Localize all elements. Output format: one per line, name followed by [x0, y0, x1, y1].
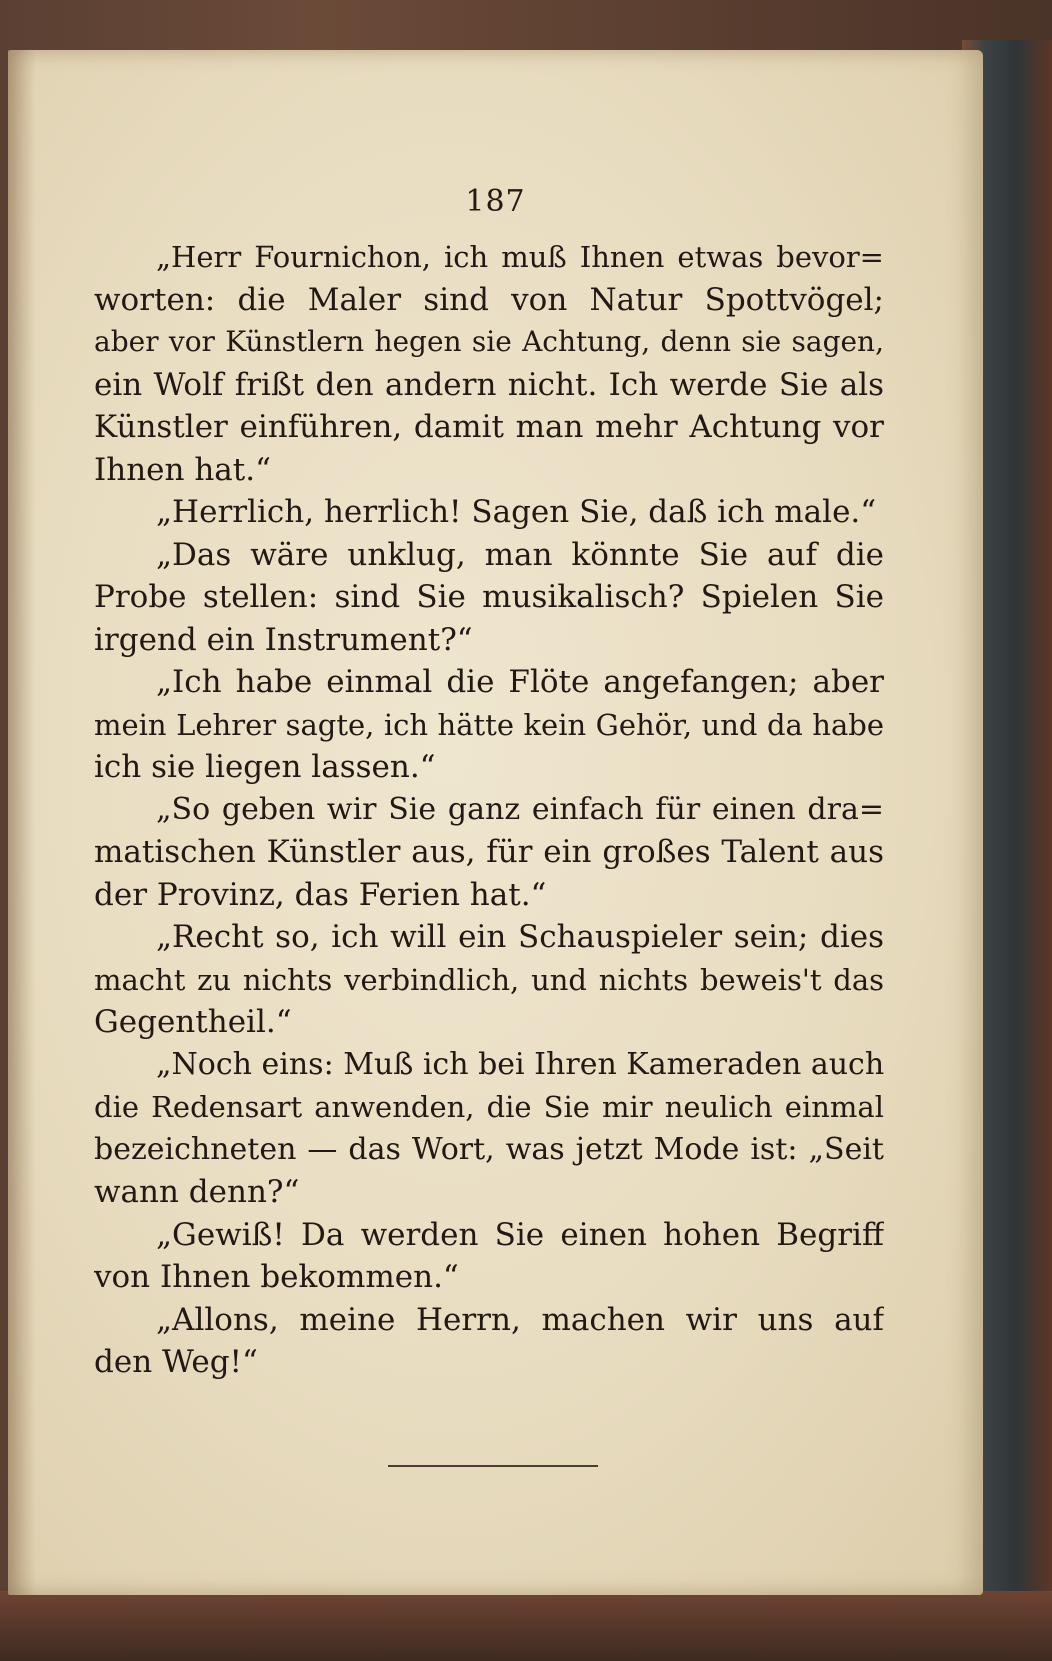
text-line: worten: die Maler sind von Natur Spottvögel;: [94, 281, 884, 318]
text-line: bezeichneten — das Wort, was jetzt Mode ist: „Seit: [94, 1131, 884, 1167]
text-line: „Ich habe einmal die Flöte angefangen; aber: [156, 664, 884, 700]
book-bottom-edge: [0, 1591, 1052, 1661]
book-page: [8, 50, 983, 1595]
text-line: Gegentheil.“: [94, 1004, 292, 1040]
text-line: Künstler einführen, damit man mehr Achtung vor: [94, 409, 884, 445]
text-line: „Das wäre unklug, man könnte Sie auf die: [156, 536, 884, 573]
text-line: „Allons, meine Herrn, machen wir uns auf: [156, 1301, 884, 1338]
text-line: wann denn?“: [94, 1174, 300, 1210]
text-line: „Herrlich, herrlich! Sagen Sie, daß ich male.“: [156, 494, 877, 530]
text-line: „Herr Fournichon, ich muß Ihnen etwas bevor=: [156, 240, 884, 274]
text-line: mein Lehrer sagte, ich hätte kein Gehör, und da habe: [94, 707, 884, 742]
body-text: [94, 236, 884, 1384]
page-number: 187: [465, 184, 526, 219]
end-rule: [388, 1465, 598, 1467]
text-line: „Noch eins: Muß ich bei Ihren Kameraden auch: [156, 1046, 884, 1082]
text-line: den Weg!“: [94, 1344, 258, 1380]
text-line: irgend ein Instrument?“: [94, 621, 473, 658]
text-line: der Provinz, das Ferien hat.“: [94, 876, 547, 913]
text-line: Ihnen hat.“: [94, 451, 271, 488]
text-line: von Ihnen bekommen.“: [94, 1259, 459, 1295]
page-gutter-shadow: [8, 50, 36, 1595]
text-line: ein Wolf frißt den andern nicht. Ich werde Sie als: [94, 366, 884, 403]
text-line: aber vor Künstlern hegen sie Achtung, denn sie sagen,: [94, 325, 884, 358]
text-line: „Gewiß! Da werden Sie einen hohen Begriff: [156, 1216, 884, 1253]
text-line: ich sie liegen lassen.“: [94, 749, 436, 785]
text-line: matischen Künstler aus, für ein großes Talent aus: [94, 834, 884, 870]
text-line: „So geben wir Sie ganz einfach für einen dra=: [156, 791, 884, 827]
text-line: „Recht so, ich will ein Schauspieler sein; dies: [156, 919, 884, 955]
text-line: macht zu nichts verbindlich, und nichts beweis't das: [94, 962, 884, 997]
text-line: die Redensart anwenden, die Sie mir neulich einmal: [94, 1090, 884, 1124]
text-line: Probe stellen: sind Sie musikalisch? Spielen Sie: [94, 579, 884, 615]
